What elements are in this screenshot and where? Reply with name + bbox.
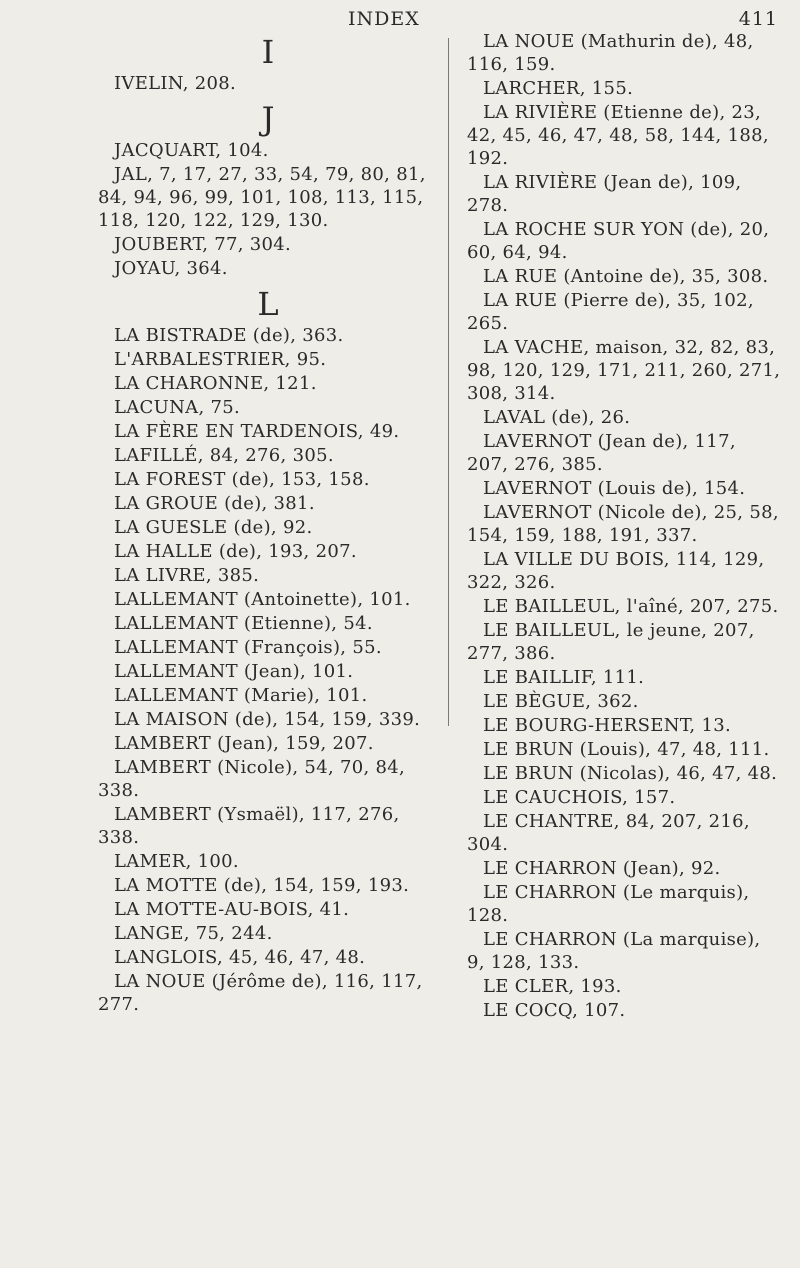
index-entry: JACQUART, 104. — [114, 140, 269, 161]
index-entry: L'ARBALESTRIER, 95. — [114, 349, 327, 370]
page-title: INDEX — [348, 8, 420, 30]
index-entry: LAVERNOT (Nicole de), 25, 58, 154, 159, 188, 191, 337. — [467, 502, 779, 546]
index-entry: LE CHARRON (Le marquis), 128. — [467, 882, 750, 926]
index-entry: LE CHARRON (La marquise), 9, 128, 133. — [467, 929, 761, 973]
index-entry: LE CHARRON (Jean), 92. — [483, 858, 721, 879]
index-entry: LA FÈRE EN TARDENOIS, 49. — [114, 421, 400, 442]
index-entry: LALLEMANT (Antoinette), 101. — [114, 589, 411, 610]
left-column — [98, 30, 438, 1017]
section-letter: J — [261, 100, 275, 138]
index-entry: LALLEMANT (Jean), 101. — [114, 661, 354, 682]
index-entry: LALLEMANT (François), 55. — [114, 637, 382, 658]
index-entry: LA MOTTE-AU-BOIS, 41. — [114, 899, 350, 920]
index-entry: LANGE, 75, 244. — [114, 923, 273, 944]
index-entry: JOYAU, 364. — [114, 258, 228, 279]
index-entry: LAFILLÉ, 84, 276, 305. — [114, 445, 334, 466]
index-entry: LALLEMANT (Marie), 101. — [114, 685, 368, 706]
index-entry: LE CLER, 193. — [483, 976, 622, 997]
index-entry: LE COCQ, 107. — [483, 1000, 626, 1021]
section-letter: L — [257, 285, 279, 323]
index-entry: LA ROCHE SUR YON (de), 20, 60, 64, 94. — [467, 219, 770, 263]
index-entry: LE BRUN (Nicolas), 46, 47, 48. — [483, 763, 778, 784]
index-entry: LA RUE (Antoine de), 35, 308. — [483, 266, 769, 287]
right-column — [467, 30, 782, 1023]
index-entry: LAMER, 100. — [114, 851, 239, 872]
index-entry: LA RIVIÈRE (Etienne de), 23, 42, 45, 46, 47, 48, 58, 144, 188, 192. — [467, 102, 769, 169]
index-entry: IVELIN, 208. — [114, 73, 237, 94]
index-entry: LAMBERT (Nicole), 54, 70, 84, 338. — [98, 757, 406, 801]
index-entry: LANGLOIS, 45, 46, 47, 48. — [114, 947, 366, 968]
index-entry: LALLEMANT (Etienne), 54. — [114, 613, 373, 634]
index-entry: LE BÈGUE, 362. — [483, 691, 639, 712]
index-entry: LA GROUE (de), 381. — [114, 493, 315, 514]
index-entry: LA CHARONNE, 121. — [114, 373, 317, 394]
index-entry: LA HALLE (de), 193, 207. — [114, 541, 357, 562]
index-entry: LACUNA, 75. — [114, 397, 241, 418]
index-entry: LE BAILLEUL, l'aîné, 207, 275. — [483, 596, 779, 617]
index-entry: LAVERNOT (Louis de), 154. — [483, 478, 746, 499]
index-entry: LA LIVRE, 385. — [114, 565, 260, 586]
index-entry: LE BOURG-HERSENT, 13. — [483, 715, 731, 736]
index-entry: LA FOREST (de), 153, 158. — [114, 469, 370, 490]
index-entry: LA MAISON (de), 154, 159, 339. — [114, 709, 421, 730]
index-entry: LE BAILLIF, 111. — [483, 667, 645, 688]
index-entry: LA RUE (Pierre de), 35, 102, 265. — [467, 290, 754, 334]
index-entry: LA RIVIÈRE (Jean de), 109, 278. — [467, 172, 742, 216]
index-entry: JOUBERT, 77, 304. — [114, 234, 292, 255]
index-entry: LE CAUCHOIS, 157. — [483, 787, 676, 808]
section-letter: I — [261, 33, 275, 71]
index-entry: LA VACHE, maison, 32, 82, 83, 98, 120, 129, 171, 211, 260, 271, 308, 314. — [467, 337, 781, 404]
page-number: 411 — [738, 8, 778, 30]
index-entry: LA BISTRADE (de), 363. — [114, 325, 344, 346]
index-entry: LAVAL (de), 26. — [483, 407, 631, 428]
index-entry: LA VILLE DU BOIS, 114, 129, 322, 326. — [467, 549, 765, 593]
index-entry: LAVERNOT (Jean de), 117, 207, 276, 385. — [467, 431, 736, 475]
index-entry: LA MOTTE (de), 154, 159, 193. — [114, 875, 410, 896]
index-entry: LA GUESLE (de), 92. — [114, 517, 313, 538]
index-entry: LE CHANTRE, 84, 207, 216, 304. — [467, 811, 750, 855]
index-entry: LAMBERT (Jean), 159, 207. — [114, 733, 374, 754]
index-entry: LE BRUN (Louis), 47, 48, 111. — [483, 739, 770, 760]
index-entry: LAMBERT (Ysmaël), 117, 276, 338. — [98, 804, 400, 848]
index-entry: JAL, 7, 17, 27, 33, 54, 79, 80, 81, 84, 94, 96, 99, 101, 108, 113, 115, 118, 120, 122, 129, 130. — [98, 164, 426, 231]
index-entry: LA NOUE (Jérôme de), 116, 117, 277. — [98, 971, 423, 1015]
index-entry: LARCHER, 155. — [483, 78, 634, 99]
index-entry: LA NOUE (Mathurin de), 48, 116, 159. — [467, 31, 754, 75]
index-entry: LE BAILLEUL, le jeune, 207, 277, 386. — [467, 620, 755, 664]
column-divider — [448, 38, 449, 726]
